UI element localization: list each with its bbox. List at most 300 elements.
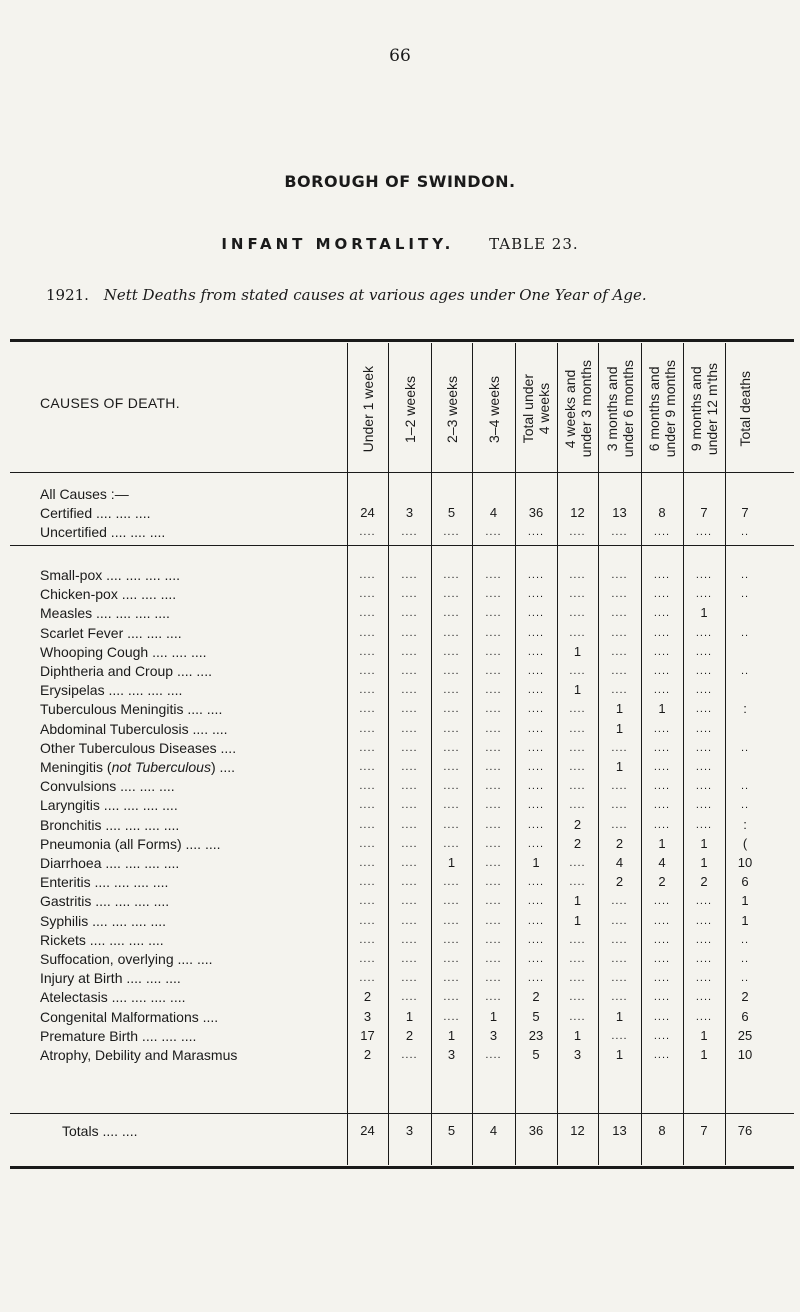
- table-cell: ....: [359, 526, 376, 538]
- table-cell: 1: [573, 643, 582, 659]
- table-cell: ....: [401, 799, 418, 812]
- table-cell: ....: [569, 780, 586, 793]
- table-cell: 1: [532, 855, 540, 870]
- table-cell: ....: [401, 569, 418, 581]
- table-cell: ....: [653, 684, 671, 697]
- table-cell: ....: [653, 895, 671, 908]
- cause-row: [40, 701, 790, 720]
- table-cell: ....: [485, 876, 502, 889]
- table-cell: ....: [359, 876, 376, 889]
- cause-row: [40, 989, 790, 1008]
- table-cell: ..: [740, 972, 750, 985]
- cause-row: [40, 759, 790, 778]
- table-cell: ....: [359, 703, 376, 716]
- table-cell: ....: [401, 607, 418, 620]
- table-cell: ....: [443, 526, 460, 538]
- table-cell: 23: [528, 1027, 544, 1043]
- table-cell: 4: [658, 855, 666, 870]
- table-cell: ....: [443, 991, 460, 1004]
- table-cell: ....: [443, 645, 460, 658]
- causes-of-death-header: CAUSES OF DEATH.: [40, 395, 180, 411]
- table-cell: ....: [359, 588, 376, 601]
- table-cell: ....: [653, 780, 671, 793]
- table-cell: ....: [359, 914, 376, 927]
- row-label: Tuberculous Meningitis .... ....: [40, 701, 223, 718]
- table-cell: ....: [443, 569, 460, 581]
- table-cell: ....: [695, 741, 713, 754]
- table-cell: 8: [658, 505, 666, 520]
- table-cell: ....: [401, 876, 418, 889]
- table-cell: ....: [695, 569, 713, 581]
- table-cell: ....: [485, 953, 502, 965]
- table-cell: ....: [611, 933, 628, 946]
- table-cell: ....: [401, 780, 418, 793]
- table-cell: ....: [527, 526, 545, 538]
- column-header-label: Under 1 week: [359, 365, 376, 453]
- table-cell: 1: [573, 893, 582, 909]
- subtitle-year: 1921.: [46, 286, 89, 304]
- table-cell: 1: [700, 1027, 708, 1043]
- table-cell: ..: [740, 569, 750, 581]
- table-cell: ....: [485, 780, 502, 793]
- cause-row: [40, 1047, 790, 1066]
- table-cell: ....: [695, 780, 713, 793]
- table-cell: 1: [700, 605, 708, 621]
- table-cell: 76: [737, 1123, 753, 1138]
- row-label: Congenital Malformations ....: [40, 1008, 219, 1025]
- table-cell: ....: [527, 876, 545, 889]
- table-cell: 17: [360, 1027, 375, 1043]
- table-cell: ....: [569, 761, 586, 773]
- table-cell: ....: [443, 972, 460, 985]
- table-cell: ....: [611, 526, 628, 538]
- heading-line: [0, 235, 800, 253]
- header-bottom-rule: [10, 472, 794, 473]
- table-cell: 1: [741, 893, 749, 909]
- column-header: [725, 349, 765, 469]
- row-label: Rickets .... .... .... ....: [40, 931, 164, 948]
- table-cell: ....: [485, 933, 502, 946]
- table-cell: ....: [695, 914, 713, 927]
- table-cell: ..: [740, 933, 750, 946]
- table-cell: 3: [405, 505, 414, 520]
- table-cell: ....: [569, 569, 586, 581]
- row-label: Syphilis .... .... .... ....: [40, 912, 167, 929]
- table-cell: ....: [443, 799, 460, 812]
- table-cell: :: [743, 701, 747, 717]
- table-cell: ....: [569, 665, 586, 677]
- table-cell: 5: [447, 505, 456, 520]
- table-cell: ....: [359, 780, 376, 793]
- table-cell: ....: [653, 1029, 671, 1042]
- table-cell: ....: [485, 895, 502, 908]
- table-cell: 6: [741, 1008, 749, 1024]
- cause-row: [40, 797, 790, 816]
- table-cell: 5: [532, 1047, 540, 1062]
- table-cell: ....: [653, 569, 671, 581]
- table-cell: ....: [443, 876, 460, 889]
- table-cell: ....: [569, 588, 586, 601]
- row-label: Diarrhoea .... .... .... ....: [40, 855, 180, 871]
- cause-row: [40, 1009, 790, 1028]
- table-cell: ....: [485, 991, 502, 1004]
- table-cell: ....: [401, 645, 418, 658]
- table-cell: ....: [401, 684, 418, 697]
- table-cell: 7: [700, 1123, 708, 1138]
- cause-row: [40, 586, 790, 605]
- table-cell: ....: [653, 1049, 671, 1061]
- table-cell: ....: [485, 569, 502, 581]
- table-cell: ....: [527, 607, 545, 620]
- table-cell: ....: [611, 780, 628, 793]
- table-cell: ....: [527, 588, 545, 601]
- table-cell: ....: [611, 626, 628, 639]
- row-label: Enteritis .... .... .... ....: [40, 874, 169, 891]
- cause-row: [40, 855, 790, 874]
- row-label: Pneumonia (all Forms) .... ....: [40, 835, 221, 852]
- table-cell: ....: [695, 684, 713, 697]
- table-cell: ....: [653, 761, 671, 773]
- row-label: Measles .... .... .... ....: [40, 605, 170, 622]
- table-cell: ....: [695, 991, 713, 1004]
- table-cell: ....: [527, 569, 545, 581]
- table-cell: ....: [401, 626, 418, 639]
- table-cell: ....: [569, 526, 586, 538]
- column-header-label: Total deaths: [737, 371, 753, 447]
- row-label: Injury at Birth .... .... ....: [40, 970, 181, 987]
- table-cell: ....: [569, 722, 586, 735]
- table-cell: ....: [611, 684, 628, 697]
- table-cell: ....: [527, 703, 545, 716]
- row-label: Bronchitis .... .... .... ....: [40, 816, 180, 833]
- table-cell: ....: [359, 895, 376, 908]
- column-header: [347, 349, 388, 469]
- cause-row: [40, 951, 790, 970]
- table-cell: ....: [527, 933, 545, 946]
- row-label-end: ) ....: [210, 759, 236, 775]
- column-header-label: 9 months and under 12 m'ths: [688, 362, 720, 456]
- table-cell: ....: [359, 645, 376, 658]
- row-label: Suffocation, overlying .... ....: [40, 951, 213, 967]
- table-cell: ....: [485, 972, 502, 985]
- table-cell: 36: [528, 505, 544, 520]
- table-cell: ....: [443, 703, 460, 716]
- table-cell: ..: [740, 588, 750, 601]
- table-cell: ....: [401, 722, 418, 735]
- column-header-label: 1–2 weeks: [401, 375, 418, 443]
- column-header: [515, 349, 557, 469]
- table-cell: ....: [443, 684, 460, 697]
- table-cell: ....: [611, 953, 628, 965]
- table-cell: ..: [740, 953, 750, 965]
- table-number: TABLE 23.: [489, 235, 579, 253]
- table-cell: ....: [569, 933, 586, 946]
- table-cell: ....: [401, 741, 418, 754]
- table-cell: ....: [443, 933, 460, 946]
- table-cell: ....: [611, 665, 628, 677]
- table-cell: ....: [527, 914, 545, 927]
- table-cell: ....: [695, 895, 713, 908]
- table-cell: ..: [740, 665, 750, 677]
- cause-row: [40, 893, 790, 912]
- cause-row: [40, 970, 790, 989]
- table-cell: 25: [737, 1027, 753, 1043]
- table-cell: ....: [611, 972, 628, 985]
- table-cell: ....: [527, 665, 545, 677]
- table-cell: ....: [695, 722, 713, 735]
- table-cell: 10: [737, 855, 753, 870]
- table-cell: ....: [527, 741, 545, 754]
- table-cell: 36: [528, 1123, 544, 1138]
- table-cell: ....: [653, 933, 671, 946]
- table-cell: ....: [401, 1049, 418, 1061]
- table-cell: 3: [489, 1027, 498, 1043]
- table-cell: ....: [359, 933, 376, 946]
- table-cell: :: [743, 816, 747, 832]
- table-cell: ....: [359, 953, 376, 965]
- totals-row: [40, 1123, 790, 1142]
- table-cell: 3: [363, 1008, 372, 1024]
- table-cell: 3: [405, 1123, 414, 1138]
- cause-row: [40, 625, 790, 644]
- table-cell: ....: [653, 953, 671, 965]
- table-cell: ....: [485, 761, 502, 773]
- table-cell: 2: [532, 989, 540, 1005]
- table-cell: ....: [695, 933, 713, 946]
- table-cell: ..: [740, 526, 750, 538]
- table-cell: ....: [485, 665, 502, 677]
- column-header-label: 3 months and under 6 months: [603, 360, 636, 458]
- table-cell: ....: [359, 818, 376, 831]
- table-cell: ....: [653, 588, 671, 601]
- table-cell: ....: [611, 607, 628, 620]
- row-label: Scarlet Fever .... .... ....: [40, 624, 182, 641]
- table-cell: 4: [489, 1123, 498, 1138]
- cause-row: [40, 567, 790, 586]
- table-cell: ....: [695, 703, 713, 716]
- table-cell: ....: [443, 607, 460, 620]
- table-cell: ....: [611, 645, 628, 658]
- table-cell: ....: [401, 665, 418, 677]
- table-cell: ....: [611, 991, 628, 1004]
- table-cell: ....: [443, 761, 460, 773]
- table-cell: ....: [569, 741, 586, 754]
- table-cell: ....: [401, 895, 418, 908]
- table-cell: ....: [401, 972, 418, 985]
- table-cell: ....: [695, 818, 713, 831]
- table-cell: ....: [359, 837, 376, 850]
- row-label: Erysipelas .... .... .... ....: [40, 682, 183, 699]
- table-cell: ....: [527, 761, 545, 773]
- table-cell: 2: [700, 874, 708, 890]
- table-cell: ....: [401, 991, 418, 1004]
- table-cell: ....: [569, 972, 586, 985]
- table-cell: 1: [615, 701, 624, 717]
- table-cell: ..: [740, 799, 750, 812]
- table-cell: ....: [443, 741, 460, 754]
- table-cell: ..: [740, 626, 750, 639]
- table-cell: ....: [611, 588, 628, 601]
- table-cell: 1: [573, 1027, 582, 1043]
- table-cell: ....: [401, 818, 418, 831]
- table-cell: ....: [443, 1010, 460, 1023]
- table-cell: ....: [359, 799, 376, 812]
- column-header: [472, 349, 515, 469]
- table-cell: ....: [653, 1010, 671, 1023]
- table-cell: ....: [359, 607, 376, 620]
- row-label: Small-pox .... .... .... ....: [40, 567, 181, 583]
- table-cell: ....: [695, 626, 713, 639]
- table-cell: ....: [611, 895, 628, 908]
- cause-row: [40, 913, 790, 932]
- row-label: Convulsions .... .... ....: [40, 778, 175, 795]
- table-cell: 1: [573, 912, 582, 928]
- table-cell: ....: [485, 799, 502, 812]
- page-number: 66: [389, 46, 411, 66]
- table-cell: 4: [489, 505, 498, 520]
- row-label: Laryngitis .... .... .... ....: [40, 797, 178, 814]
- table-cell: 5: [532, 1008, 540, 1024]
- table-cell: ....: [485, 741, 502, 754]
- table-cell: ....: [653, 665, 671, 677]
- table-cell: 1: [658, 835, 666, 851]
- table-cell: 7: [741, 505, 749, 520]
- table-cell: ....: [443, 818, 460, 831]
- column-header-label: Total under 4 weeks: [520, 374, 552, 444]
- table-cell: ....: [443, 953, 460, 965]
- column-header: [557, 349, 598, 469]
- table-cell: 6: [741, 874, 749, 890]
- table-cell: 8: [658, 1123, 666, 1138]
- table-cell: 1: [658, 701, 666, 717]
- row-label: Premature Birth .... .... ....: [40, 1027, 197, 1044]
- table-cell: ....: [527, 953, 545, 965]
- column-header: [388, 349, 431, 469]
- table-cell: 1: [700, 835, 708, 851]
- table-cell: ....: [359, 665, 376, 677]
- column-header-label: 4 weeks and under 3 months: [561, 360, 594, 458]
- table-cell: ....: [527, 780, 545, 793]
- column-header: [641, 349, 683, 469]
- table-cell: ....: [359, 722, 376, 735]
- table-cell: 24: [360, 505, 375, 520]
- causes-bottom-rule: [10, 1113, 794, 1114]
- table-cell: ....: [569, 703, 586, 716]
- table-cell: 1: [700, 855, 708, 870]
- table-cell: ....: [527, 626, 545, 639]
- table-cell: ....: [485, 588, 502, 601]
- table-cell: ....: [359, 761, 376, 773]
- row-label: Abdominal Tuberculosis .... ....: [40, 720, 228, 737]
- table-cell: 12: [570, 505, 585, 520]
- table-cell: 1: [447, 1027, 456, 1043]
- table-cell: 2: [573, 835, 582, 851]
- table-cell: ....: [569, 626, 586, 639]
- row-label: Totals .... ....: [62, 1123, 138, 1139]
- table-cell: 13: [612, 505, 627, 520]
- column-header: [683, 349, 725, 469]
- cause-row: [40, 817, 790, 836]
- table-cell: ....: [485, 837, 502, 850]
- table-cell: ....: [527, 837, 545, 850]
- table-cell: 3: [447, 1047, 456, 1062]
- table-cell: 24: [360, 1123, 375, 1138]
- table-cell: ....: [569, 799, 586, 812]
- table-cell: ....: [359, 857, 376, 869]
- table-cell: 1: [489, 1008, 498, 1024]
- table-cell: ....: [611, 818, 628, 831]
- table-cell: ....: [527, 684, 545, 697]
- cause-row: [40, 932, 790, 951]
- cause-row: [40, 778, 790, 797]
- table-cell: 2: [615, 874, 624, 890]
- table-cell: ....: [485, 607, 502, 620]
- column-header-label: 6 months and under 9 months: [646, 360, 678, 458]
- table-cell: ....: [569, 607, 586, 620]
- table-cell: ....: [527, 799, 545, 812]
- row-label: Whooping Cough .... .... ....: [40, 643, 207, 660]
- table-cell: ....: [359, 569, 376, 581]
- table-cell: ....: [401, 761, 418, 773]
- table-cell: 2: [573, 816, 582, 832]
- table-cell: ....: [611, 569, 628, 581]
- table-cell: ....: [527, 645, 545, 658]
- table-cell: ....: [653, 818, 671, 831]
- table-cell: 2: [363, 989, 372, 1005]
- table-cell: ....: [485, 684, 502, 697]
- table-cell: ....: [485, 722, 502, 735]
- all-causes-row: [40, 524, 790, 543]
- table-cell: 1: [405, 1008, 414, 1024]
- table-cell: ....: [443, 722, 460, 735]
- cause-row: [40, 721, 790, 740]
- table-cell: 1: [447, 855, 456, 870]
- table-cell: ....: [653, 741, 671, 754]
- column-header-label: 3–4 weeks: [485, 375, 502, 443]
- table-cell: 1: [615, 759, 624, 774]
- table-cell: 1: [741, 912, 749, 928]
- table-cell: ..: [740, 741, 750, 754]
- table-cell: ....: [485, 914, 502, 927]
- table-cell: 3: [573, 1047, 582, 1062]
- table-cell: ....: [695, 1010, 713, 1023]
- table-cell: 2: [658, 874, 666, 890]
- table-cell: ....: [443, 588, 460, 601]
- cause-row: [40, 663, 790, 682]
- table-cell: ....: [401, 857, 418, 869]
- table-cell: 1: [615, 1008, 624, 1024]
- table-cell: ....: [695, 526, 713, 538]
- table-cell: ....: [569, 876, 586, 889]
- table-cell: ....: [527, 722, 545, 735]
- table-cell: ....: [695, 588, 713, 601]
- row-label: Other Tuberculous Diseases ....: [40, 739, 237, 756]
- cause-row: [40, 682, 790, 701]
- row-label: Diphtheria and Croup .... ....: [40, 663, 212, 679]
- table-cell: ....: [527, 895, 545, 908]
- row-label-start: Meningitis (: [40, 759, 112, 775]
- table-cell: ....: [359, 741, 376, 754]
- table-cell: ....: [569, 857, 586, 869]
- all-causes-bottom-rule: [10, 545, 794, 546]
- table-cell: ....: [569, 953, 586, 965]
- table-cell: ....: [485, 526, 502, 538]
- heading-title: INFANT MORTALITY.: [221, 235, 455, 253]
- table-cell: ....: [485, 1049, 502, 1061]
- cause-row: [40, 605, 790, 624]
- table-cell: ....: [653, 626, 671, 639]
- table-cell: ....: [527, 818, 545, 831]
